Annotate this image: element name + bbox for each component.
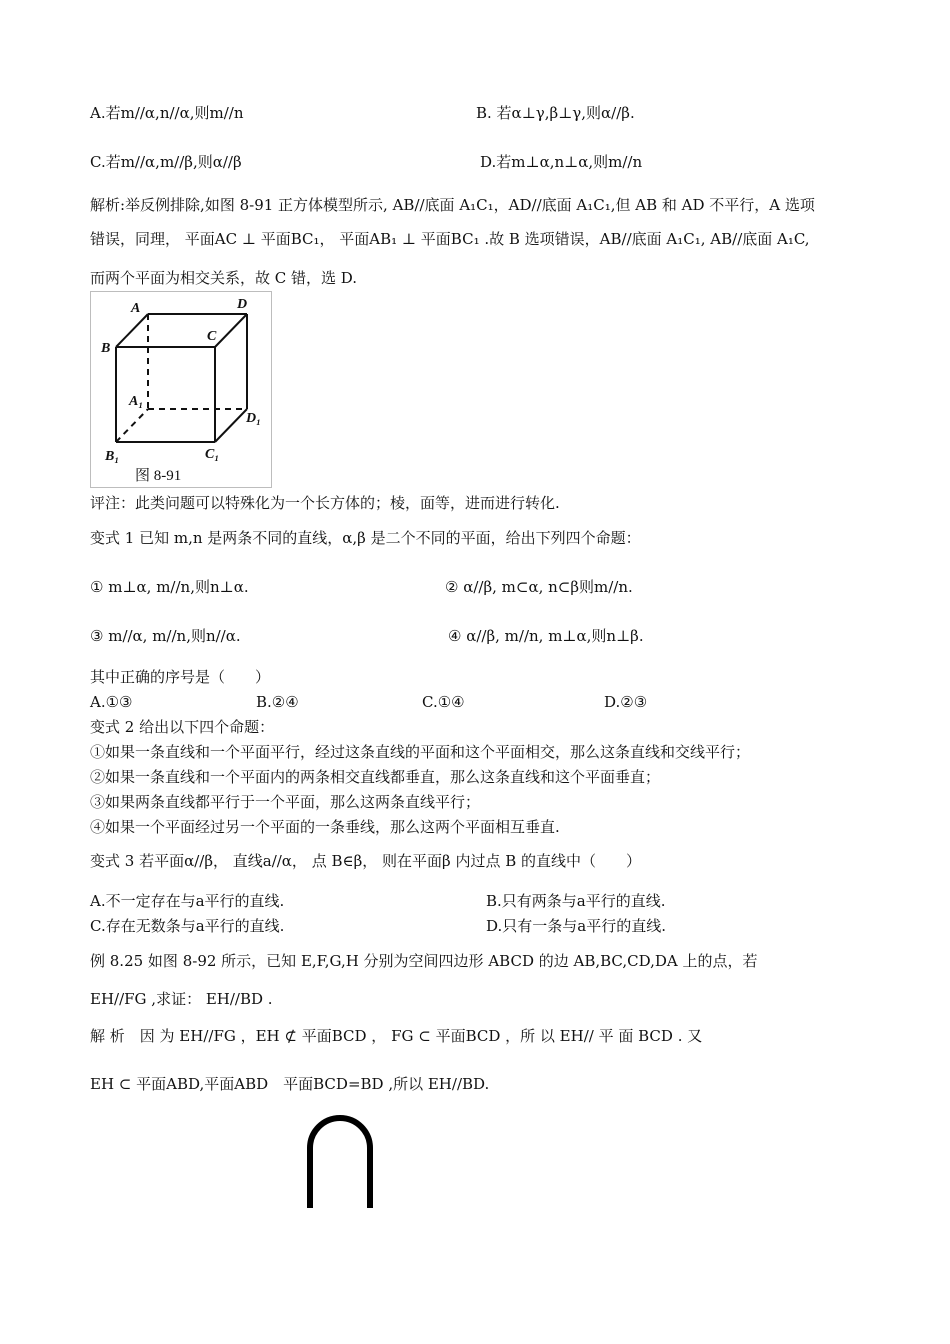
variant-2-prop-2: ②如果一条直线和一个平面内的两条相交直线都垂直，那么这条直线和这个平面垂直； (90, 768, 661, 786)
variant-3-option-c: C.存在无数条与a平行的直线. (90, 917, 285, 935)
example-8-25-line-1: 例 8.25 如图 8-92 所示，已知 E,F,G,H 分别为空间四边形 ABCD 的边 AB,BC,CD,DA 上的点，若 (90, 952, 758, 970)
label-d: D (237, 297, 248, 312)
variant-3-option-a: A.不一定存在与a平行的直线. (90, 892, 285, 910)
intersection-symbol-icon (300, 1110, 380, 1210)
cube-figure (90, 291, 272, 488)
example-8-25-line-2: EH//FG ,求证： EH//BD . (90, 990, 273, 1008)
solution-line-2: EH ⊂ 平面ABD,平面ABD 平面BCD=BD ,所以 EH//BD. (90, 1075, 490, 1093)
variant-2-prop-1: ①如果一条直线和一个平面平行，经过这条直线的平面和这个平面相交，那么这条直线和交线平行； (90, 743, 751, 761)
option-b: B. 若α⊥γ,β⊥γ,则α//β. (476, 104, 635, 122)
comment: 评注：此类问题可以特殊化为一个长方体的；棱，面等，进而进行转化. (90, 494, 560, 512)
label-c1: C₁ (205, 447, 220, 462)
cube-diagram (91, 292, 271, 487)
figure-caption: 图 8-91 (135, 468, 182, 484)
analysis-line-1: 解析:举反例排除,如图 8-91 正方体模型所示, AB//底面 A₁C₁，AD//底面 A₁C₁,但 AB 和 AD 不平行，A 选项 (90, 196, 815, 214)
variant-1-option-a: A.①③ (90, 693, 133, 711)
label-a1: A₁ (129, 394, 144, 409)
proposition-4: ④ α//β, m//n, m⊥α,则n⊥β. (448, 627, 644, 645)
option-d: D.若m⊥α,n⊥α,则m//n (480, 153, 643, 171)
label-a: A (131, 301, 141, 316)
option-c: C.若m//α,m//β,则α//β (90, 153, 242, 171)
variant-1-option-b: B.②④ (256, 693, 299, 711)
variant-3-stem: 变式 3 若平面α//β， 直线a//α， 点 B∈β， 则在平面β 内过点 B 的直线中（ ） (90, 852, 642, 870)
label-b1: B₁ (105, 449, 120, 464)
variant-2-prop-4: ④如果一个平面经过另一个平面的一条垂线，那么这两个平面相互垂直. (90, 818, 560, 836)
label-b: B (101, 341, 111, 356)
variant-3-option-b: B.只有两条与a平行的直线. (486, 892, 666, 910)
variant-1-option-c: C.①④ (422, 693, 465, 711)
label-d1: D₁ (246, 411, 261, 426)
label-c: C (207, 329, 217, 344)
analysis-line-3: 而两个平面为相交关系，故 C 错，选 D. (90, 269, 358, 287)
analysis-line-2: 错误，同理， 平面AC ⊥ 平面BC₁， 平面AB₁ ⊥ 平面BC₁ .故 B 选项错误，AB//底面 A₁C₁, AB//底面 A₁C, (90, 230, 810, 248)
variant-1-stem: 变式 1 已知 m,n 是两条不同的直线，α,β 是二个不同的平面，给出下列四个命题： (90, 529, 641, 547)
proposition-2: ② α//β, m⊂α, n⊂β则m//n. (445, 578, 633, 596)
proposition-1: ① m⊥α, m//n,则n⊥α. (90, 578, 249, 596)
proposition-3: ③ m//α, m//n,则n//α. (90, 627, 241, 645)
variant-2-prop-3: ③如果两条直线都平行于一个平面，那么这两条直线平行； (90, 793, 481, 811)
variant-2-stem: 变式 2 给出以下四个命题： (90, 718, 275, 736)
option-a: A.若m//α,n//α,则m//n (90, 104, 244, 122)
variant-1-option-d: D.②③ (604, 693, 648, 711)
correct-question: 其中正确的序号是（ ） (90, 668, 271, 686)
solution-line-1: 解 析 因 为 EH//FG ，EH ⊄ 平面BCD ， FG ⊂ 平面BCD ，所 以 EH// 平 面 BCD . 又 (90, 1027, 703, 1045)
variant-3-option-d: D.只有一条与a平行的直线. (486, 917, 666, 935)
